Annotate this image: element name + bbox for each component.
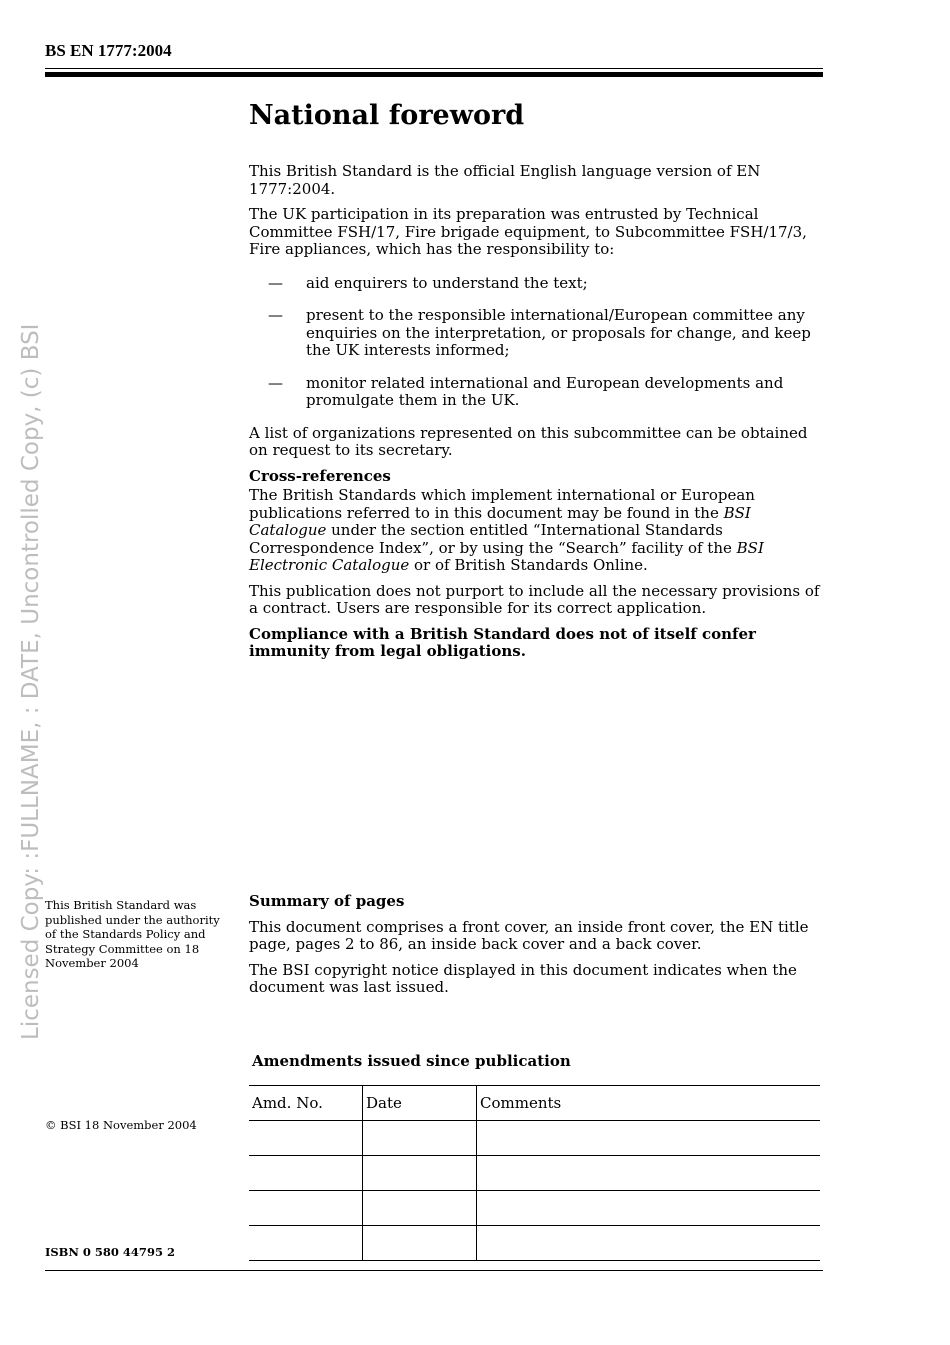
summary-paragraph-2: The BSI copyright notice displayed in this document indicates when the document was last issued. xyxy=(249,960,797,996)
bsi-catalogue-title: BSI Catalogue xyxy=(249,503,751,539)
table-header-row xyxy=(249,1086,820,1121)
document-code: BS EN 1777:2004 xyxy=(45,41,172,60)
cross-references-heading: Cross-references xyxy=(249,466,391,485)
footer-rule xyxy=(45,1270,823,1271)
dash-bullet: — xyxy=(268,273,283,292)
column-header: Comments xyxy=(477,1086,821,1121)
list-item-text: aid enquirers to understand the text; xyxy=(306,273,588,292)
foreword-body xyxy=(249,163,829,669)
list-item-text: monitor related international and European developments and promulgate them in the UK. xyxy=(306,373,784,409)
list-item xyxy=(249,307,829,360)
summary-of-pages xyxy=(249,893,829,1005)
responsibility-list xyxy=(249,275,829,410)
table-cell xyxy=(249,1226,363,1261)
table-cell xyxy=(363,1226,477,1261)
summary-paragraph-1: This document comprises a front cover, an inside front cover, the EN title page, pages 2 to 86, an inside back cover and a back cover. xyxy=(249,917,809,953)
table-row xyxy=(249,1121,820,1156)
list-item xyxy=(249,275,829,293)
list-item-text: present to the responsible international/European committee any enquiries on the interpretation, or proposals for change, and keep the UK interests informed; xyxy=(306,306,811,359)
table-cell xyxy=(363,1121,477,1156)
publication-note: This British Standard was published under the authority of the Standards Policy and Strategy Committee on 18 November 2004 xyxy=(45,898,220,970)
table-cell xyxy=(477,1156,821,1191)
text-run: under the section entitled “International Standards Correspondence Index”, or by using the “Search” facility of the xyxy=(249,521,737,557)
table-cell xyxy=(363,1191,477,1226)
compliance-statement: Compliance with a British Standard does not of itself confer immunity from legal obligations. xyxy=(249,624,756,660)
intro-paragraph-2: The UK participation in its preparation was entrusted by Technical Committee FSH/17, Fire brigade equipment, to Subcommittee FSH/17/3, Fire appliances, which has the responsibility to: xyxy=(249,205,807,258)
amendments-title: Amendments issued since publication xyxy=(252,1052,571,1070)
list-item xyxy=(249,375,829,410)
table-cell xyxy=(477,1121,821,1156)
org-list-paragraph: A list of organizations represented on this subcommittee can be obtained on request to its secretary. xyxy=(249,423,808,459)
page-title: National foreword xyxy=(249,100,525,131)
table-row xyxy=(249,1191,820,1226)
table-row xyxy=(249,1156,820,1191)
amendments-table xyxy=(249,1085,820,1261)
column-header: Amd. No. xyxy=(249,1086,363,1121)
dash-bullet: — xyxy=(268,373,283,392)
text-run: The British Standards which implement international or European publications referred to in this document may be found in the xyxy=(249,486,755,522)
isbn: ISBN 0 580 44795 2 xyxy=(45,1245,175,1259)
copyright-note: © BSI 18 November 2004 xyxy=(45,1118,197,1132)
table-cell xyxy=(363,1156,477,1191)
column-header: Date xyxy=(363,1086,477,1121)
table-cell xyxy=(249,1156,363,1191)
header-rule-thick xyxy=(45,72,823,77)
bsi-electronic-catalogue-title: BSI Electronic Catalogue xyxy=(249,538,764,574)
table-row xyxy=(249,1226,820,1261)
table-cell xyxy=(477,1226,821,1261)
intro-paragraph-1: This British Standard is the official English language version of EN 1777:2004. xyxy=(249,162,761,198)
license-watermark: Licensed Copy: :FULLNAME, : DATE, Uncontrolled Copy, (c) BSI xyxy=(18,323,44,1040)
table-cell xyxy=(249,1121,363,1156)
summary-heading: Summary of pages xyxy=(249,892,405,910)
table-cell xyxy=(477,1191,821,1226)
dash-bullet: — xyxy=(268,306,283,324)
table-cell xyxy=(249,1191,363,1226)
header-rule-thin xyxy=(45,68,823,69)
text-run: or of British Standards Online. xyxy=(409,556,648,574)
provisions-paragraph: This publication does not purport to include all the necessary provisions of a contract. Users are responsible for its correct application. xyxy=(249,581,820,617)
cross-references-paragraph xyxy=(249,487,829,575)
